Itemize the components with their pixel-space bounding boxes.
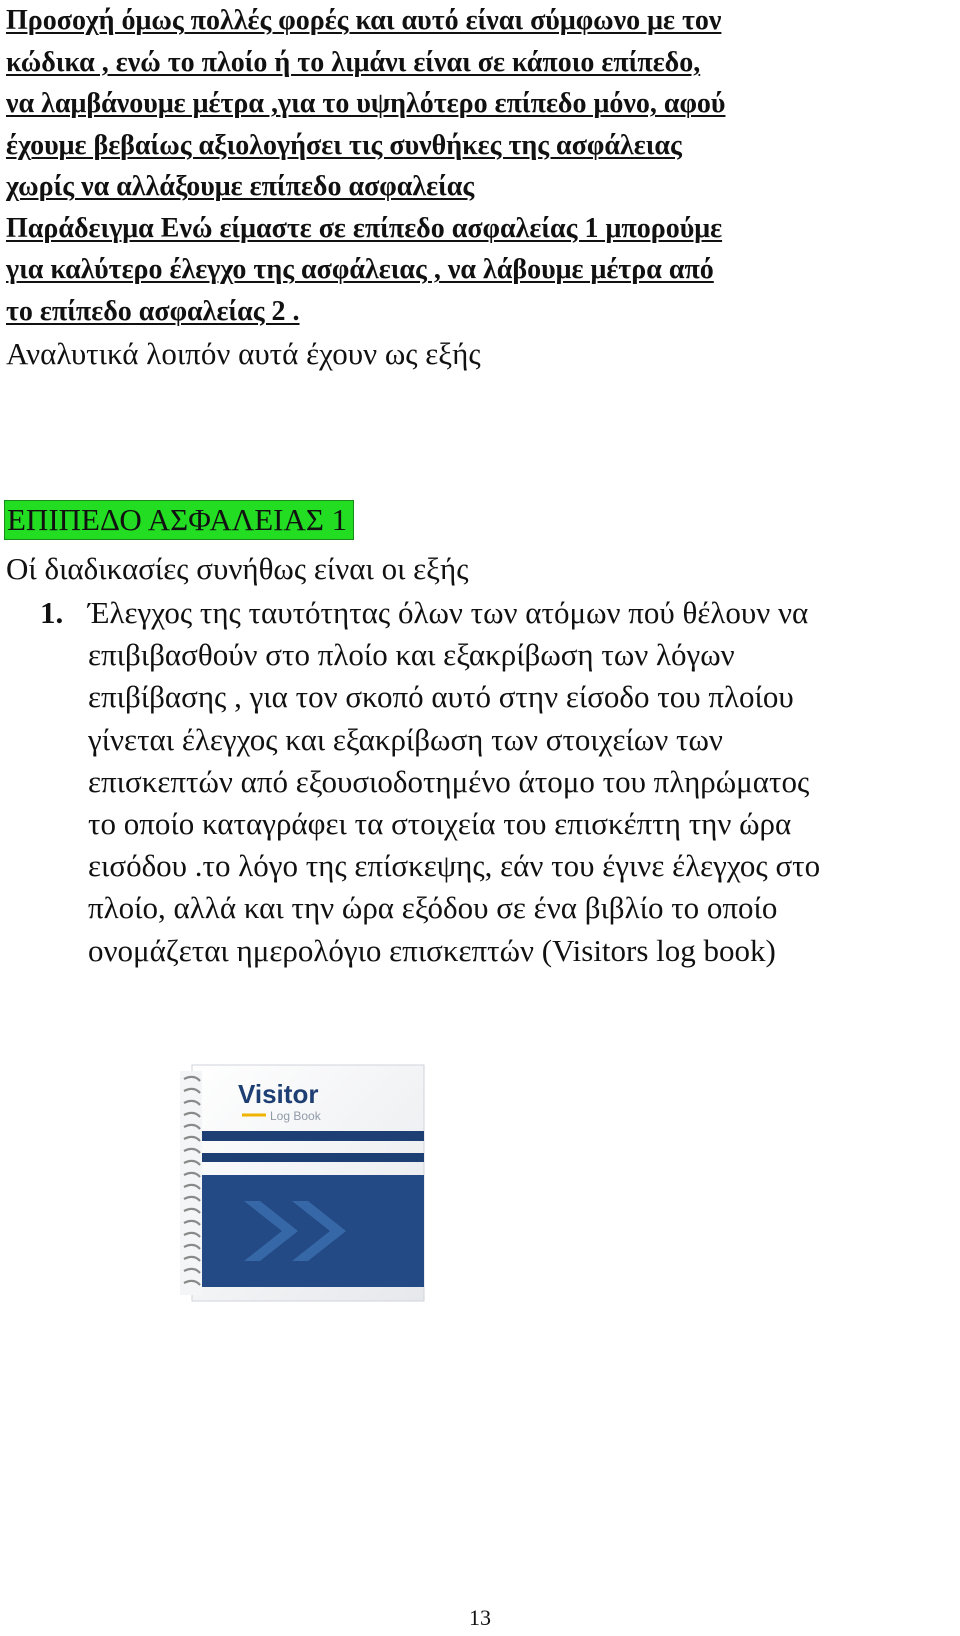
intro-line: Προσοχή όμως πολλές φορές και αυτό είναι σύμφωνο με τον xyxy=(6,5,722,36)
spiral-binding xyxy=(180,1071,202,1295)
list-item-line: επιβίβασης , για τον σκοπό αυτό στην είσοδο του πλοίου xyxy=(88,679,794,715)
list-item-line: Έλεγχος της ταυτότητας όλων των ατόμων πού θέλουν να xyxy=(88,595,809,630)
intro-line: Παράδειγμα Ενώ είμαστε σε επίπεδο ασφαλείας 1 μπορούμε xyxy=(6,212,723,244)
intro-line: το επίπεδο ασφαλείας 2 . xyxy=(6,295,300,327)
stripe-thin-middle xyxy=(192,1153,424,1162)
intro-bold-paragraph xyxy=(6,0,956,332)
intro-line: για καλύτερο έλεγχο της ασφάλειας , να λάβουμε μέτρα από xyxy=(6,254,714,285)
cover-band xyxy=(192,1175,424,1287)
list-item-number: 1. xyxy=(40,595,64,630)
book-subtitle: Log Book xyxy=(270,1109,321,1123)
procedures-intro: Οί διαδικασίες συνήθως είναι οι εξής xyxy=(6,551,469,586)
list-item-line: εισόδου .το λόγο της επίσκεψης, εάν του έγινε έλεγχος στο xyxy=(88,848,821,884)
intro-line: χωρίς να αλλάξουμε επίπεδο ασφαλείας xyxy=(6,171,475,202)
detail-line: Αναλυτικά λοιπόν αυτά έχουν ως εξής xyxy=(6,336,481,371)
book-title: Visitor xyxy=(238,1079,319,1109)
list-item-line: ονομάζεται ημερολόγιο επισκεπτών (Visitors log book) xyxy=(88,932,776,968)
intro-line: έχουμε βεβαίως αξιολογήσει τις συνθήκες της ασφάλειας xyxy=(6,129,682,161)
intro-line: να λαμβάνουμε μέτρα ,για το υψηλότερο επίπεδο μόνο, αφού xyxy=(6,88,726,119)
list-item-line: επιβιβασθούν στο πλοίο και εξακρίβωση των λόγων xyxy=(88,637,735,673)
intro-line: κώδικα , ενώ το πλοίο ή το λιμάνι είναι σε κάποιο επίπεδο, xyxy=(6,46,701,78)
visitor-log-book-illustration xyxy=(174,1057,430,1305)
list-item-line: γίνεται έλεγχος και εξακρίβωση των στοιχείων των xyxy=(88,721,723,757)
visitor-log-book-image xyxy=(174,1057,430,1305)
section-heading: ΕΠΙΠΕΔΟ ΑΣΦΑΛΕΙΑΣ 1 xyxy=(4,500,354,540)
stripe-thin-top xyxy=(192,1131,424,1141)
list-item-text xyxy=(88,592,958,972)
list-item-line: το οποίο καταγράφει τα στοιχεία του επισκέπτη την ώρα xyxy=(88,806,792,842)
page-number: 13 xyxy=(469,1605,491,1630)
list-item-line: πλοίο, αλλά και την ώρα εξόδου σε ένα βιβλίο το οποίο xyxy=(88,890,778,926)
list-item-line: επισκεπτών από εξουσιοδοτημένο άτομο του πληρώματος xyxy=(88,763,810,799)
